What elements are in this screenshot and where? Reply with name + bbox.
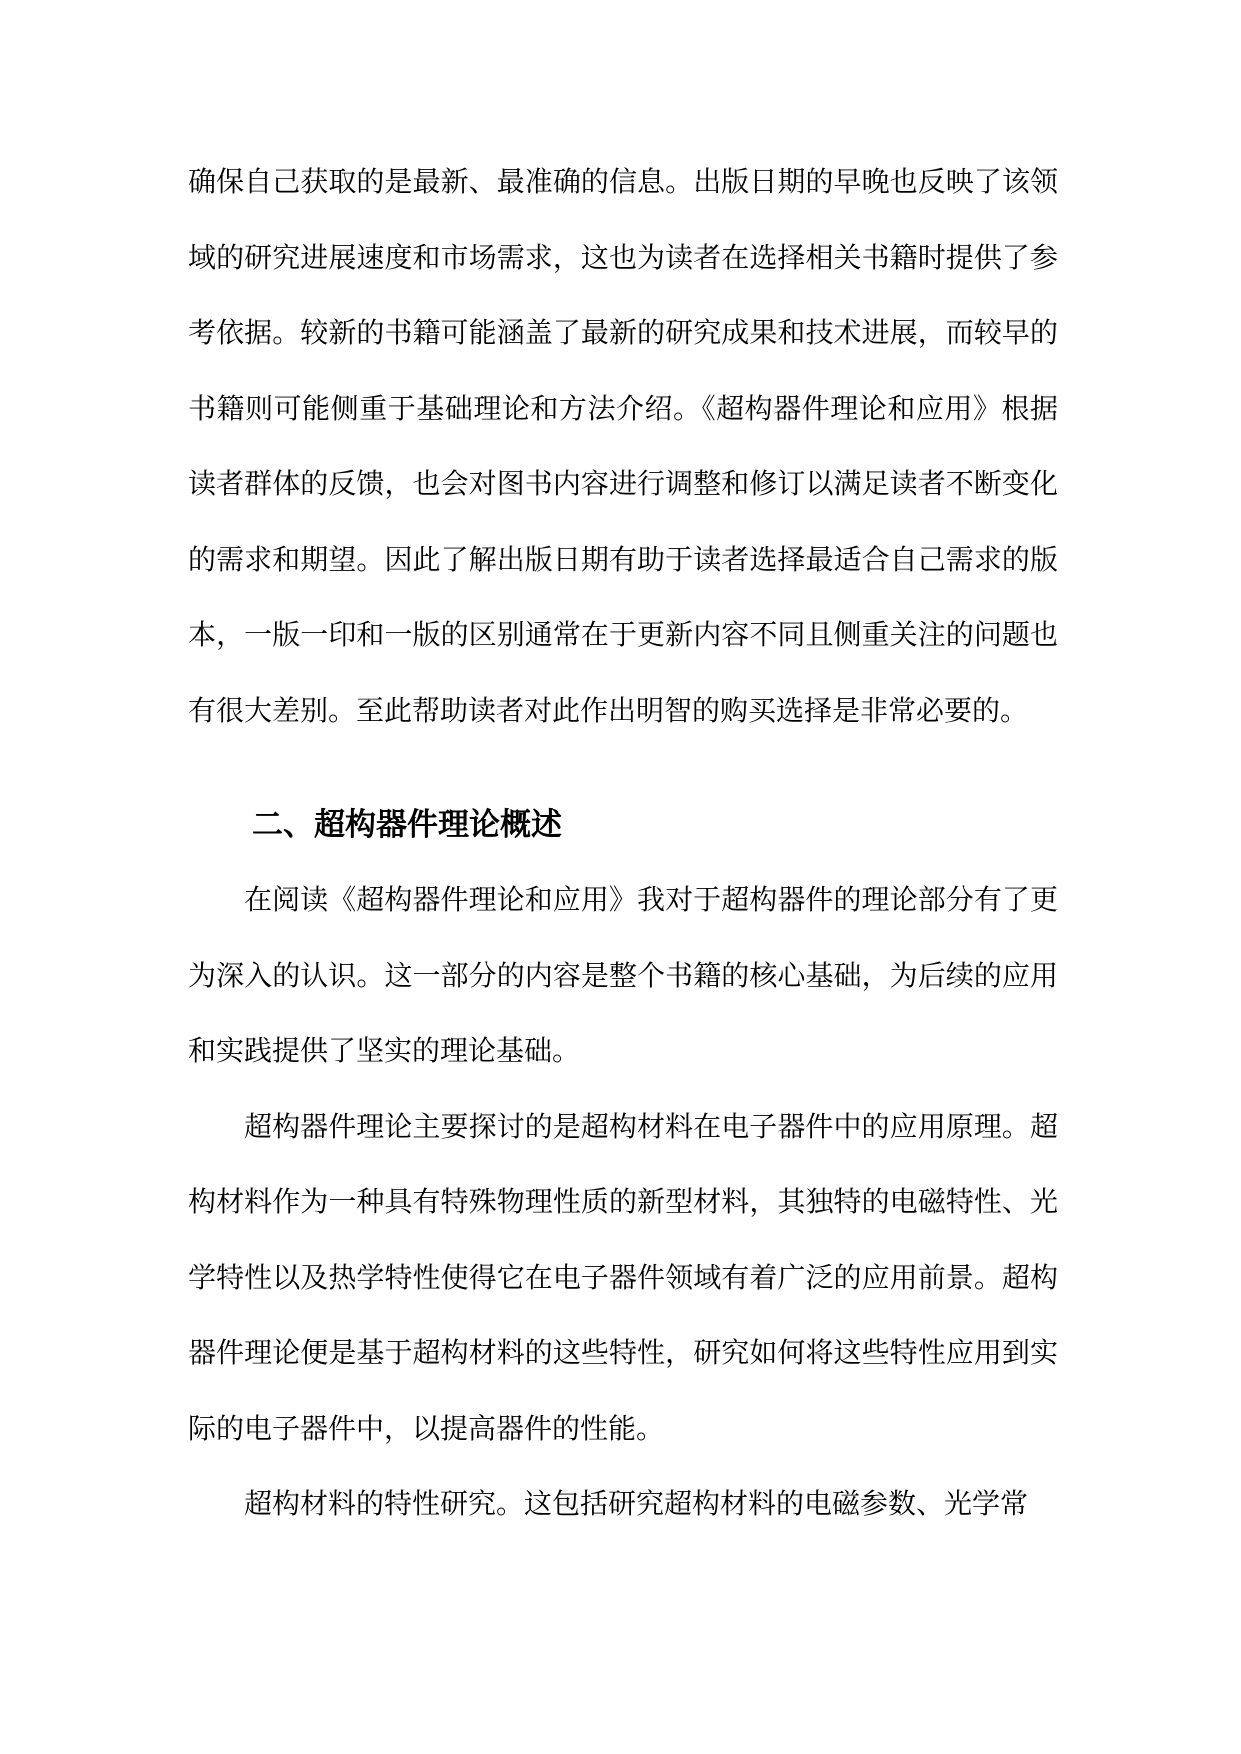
section-heading: 二、超构器件理论概述 xyxy=(252,807,562,843)
paragraph-continued: 确保自己获取的是最新、最准确的信息。出版日期的早晚也反映了该领域的研究进展速度和市场需求，这也为读者在选择相关书籍时提供了参考依据。较新的书籍可能涵盖了最新的研究成果和技术进展，而较早的书籍则可能侧重于基础理论和方法介绍。《超构器件理论和应用》根据读者群体的反馈，也会对图书内容进行调整和修订以满足读者不断变化的需求和期望。因此了解出版日期有助于读者选择最适合自己需求的版本，一版一印和一版的区别通常在于更新内容不同且侧重关注的问题也有很大差别。至此帮助读者对此作出明智的购买选择是非常必要的。 xyxy=(188,165,1058,727)
paragraph-reading-intro: 在阅读《超构器件理论和应用》我对于超构器件的理论部分有了更为深入的认识。这一部分的内容是整个书籍的核心基础，为后续的应用和实践提供了坚实的理论基础。 xyxy=(188,883,1058,1067)
paragraph-theory-overview: 超构器件理论主要探讨的是超构材料在电子器件中的应用原理。超构材料作为一种具有特殊物理性质的新型材料，其独特的电磁特性、光学特性以及热学特性使得它在电子器件领域有着广泛的应用前景。超构器件理论便是基于超构材料的这些特性，研究如何将这些特性应用到实际的电子器件中，以提高器件的性能。 xyxy=(188,1109,1058,1445)
page-content xyxy=(188,144,1058,1542)
paragraph-material-properties: 超构材料的特性研究。这包括研究超构材料的电磁参数、光学常 xyxy=(244,1487,1029,1520)
